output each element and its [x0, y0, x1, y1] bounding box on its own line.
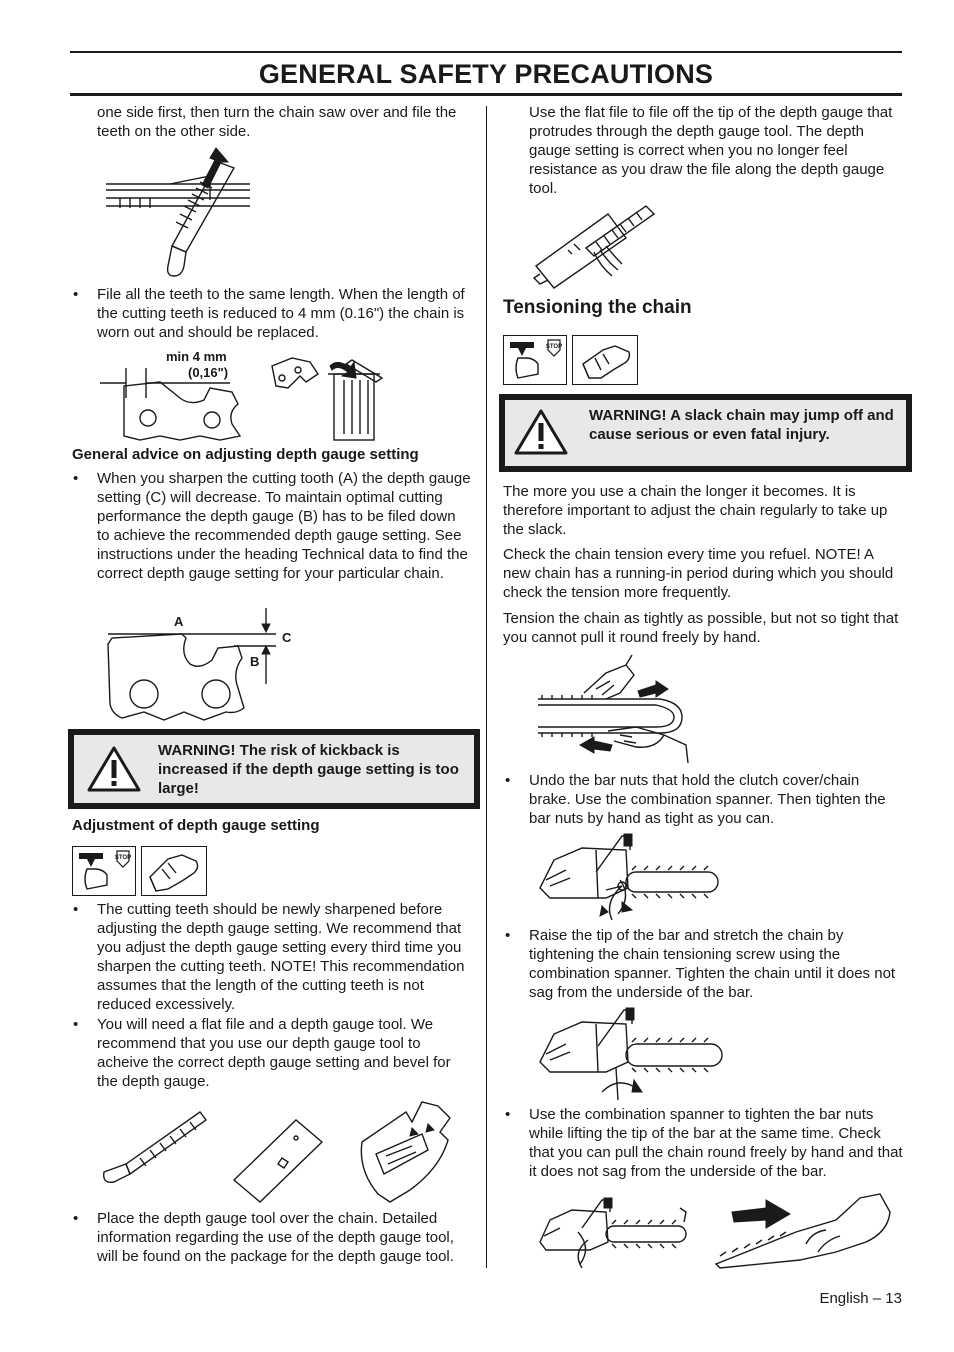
bullet-dot: •	[73, 1016, 79, 1033]
page-title: GENERAL SAFETY PRECAUTIONS	[258, 59, 714, 89]
bullet-flat-file	[73, 1015, 472, 1091]
page-number: English – 13	[819, 1290, 902, 1307]
min-length-illustration	[100, 348, 390, 444]
bullet-same-length	[73, 285, 472, 342]
glove-icon-frame	[141, 846, 207, 896]
bullet-newly-sharpened	[73, 900, 472, 1014]
bullet-same-length-text: File all the teeth to the same length. When the length of the cutting teeth is reduced to 4 mm (0.16") the chain is worn out and should be replaced.	[97, 286, 465, 341]
bullet-dot: •	[73, 1210, 79, 1227]
stop-label: STOP	[114, 855, 132, 861]
bullet-place-tool	[73, 1209, 472, 1266]
bullet-undo-nuts-text: Undo the bar nuts that hold the clutch cover/chain brake. Use the combination spanner. Then tighten the bar nuts by hand as tight as you can.	[529, 772, 886, 827]
bullet-depth-general	[73, 469, 472, 583]
para-check: Check the chain tension every time you refuel. NOTE! A new chain has a running-in period during which you should check the tension more frequently.	[503, 546, 894, 601]
glove-icon	[142, 847, 206, 895]
bullet-raise-tip-text: Raise the tip of the bar and stretch the chain by tightening the chain tensioning screw using the combination spanner. Tighten the chain until it does not sag from the underside of the bar.	[529, 927, 896, 1001]
warning-box-slack-chain	[499, 394, 912, 472]
stop-engine-icon-frame-right	[503, 335, 567, 385]
warning-box-kickback	[68, 729, 480, 809]
final-check-illustration	[536, 1192, 906, 1270]
right-intro-text: Use the flat file to file off the tip of the depth gauge that protrudes through the depth gauge tool. The depth gauge setting is correct when you no longer feel resistance as you draw the file along the depth gauge tool.	[529, 104, 893, 197]
label-c: C	[282, 630, 292, 645]
bullet-dot: •	[505, 772, 511, 789]
chainsaw-tension-screw-illustration	[536, 1006, 730, 1102]
warning-kickback-text: WARNING! The risk of kickback is increased if the depth gauge setting is too large!	[158, 742, 459, 797]
warning-triangle-icon	[86, 745, 142, 793]
column-divider	[486, 106, 487, 1268]
bullet-raise-tip	[505, 926, 903, 1002]
min-label-1: min 4 mm	[166, 349, 227, 364]
chainsaw-loosen-nuts-illustration	[536, 832, 726, 922]
bullet-dot: •	[505, 1106, 511, 1123]
depth-gauge-filing-illustration	[530, 204, 670, 290]
stop-engine-icon	[504, 336, 566, 384]
para-longer: The more you use a chain the longer it becomes. It is therefore important to adjust the chain regularly to take up the slack.	[503, 483, 888, 538]
bullet-dot: •	[505, 927, 511, 944]
bullet-spanner-check	[505, 1105, 903, 1181]
bullet-spanner-check-text: Use the combination spanner to tighten the bar nuts while lifting the tip of the bar at the same time. Check that you can pull the chain round freely by hand and that it does not sag from the underside of the bar.	[529, 1106, 903, 1180]
glove-icon-frame-right	[572, 335, 638, 385]
depth-gauge-abc-illustration	[104, 608, 304, 722]
stop-engine-icon-frame	[72, 846, 136, 896]
adjust-heading: Adjustment of depth gauge setting	[72, 817, 320, 834]
header-rule-bottom	[70, 93, 902, 96]
bullet-flat-file-text: You will need a flat file and a depth gauge tool. We recommend that you use our depth gauge tool to acheive the correct depth gauge setting and bevel for the depth gauge.	[97, 1016, 451, 1090]
bullet-dot: •	[73, 901, 79, 918]
bullet-dot: •	[73, 470, 79, 487]
header-rule-top	[70, 51, 902, 53]
file-teeth-illustration	[100, 148, 260, 282]
bullet-dot: •	[73, 286, 79, 303]
bullet-depth-general-text: When you sharpen the cutting tooth (A) the depth gauge setting (C) will decrease. To maintain optimal cutting performance the depth gauge (B) has to be filed down to achieve the recommended depth gauge setting. See instructions under the heading Technical data to find the correct depth gauge setting for your particular chain.	[97, 470, 471, 582]
bullet-newly-sharpened-text: The cutting teeth should be newly sharpened before adjusting the depth gauge setting. We recommend that you adjust the depth gauge setting every third time you sharpen the cutting teeth. NOTE! This recommendation assumes that the length of the cutting teeth is not reduced excessively.	[97, 901, 465, 1013]
para-tight: Tension the chain as tightly as possible, but not so tight that you cannot pull it round freely by hand.	[503, 610, 899, 646]
warning-slack-text: WARNING! A slack chain may jump off and cause serious or even fatal injury.	[589, 407, 894, 443]
stop-label: STOP	[545, 344, 563, 350]
label-a: A	[174, 614, 184, 629]
label-b: B	[250, 654, 260, 669]
bullet-place-tool-text: Place the depth gauge tool over the chain. Detailed information regarding the use of the depth gauge tool, will be found on the package for the depth gauge tool.	[97, 1210, 454, 1265]
hands-pulling-chain-illustration	[536, 653, 696, 765]
stop-engine-icon	[73, 847, 135, 895]
tension-heading: Tensioning the chain	[503, 297, 692, 318]
bullet-undo-nuts	[505, 771, 903, 828]
warning-triangle-icon	[513, 408, 569, 456]
glove-icon	[573, 336, 637, 384]
depth-general-heading: General advice on adjusting depth gauge setting	[72, 446, 419, 463]
left-intro-text: one side first, then turn the chain saw over and file the teeth on the other side.	[97, 104, 457, 140]
tools-illustration	[100, 1098, 470, 1208]
min-label-2: (0,16")	[188, 365, 229, 380]
